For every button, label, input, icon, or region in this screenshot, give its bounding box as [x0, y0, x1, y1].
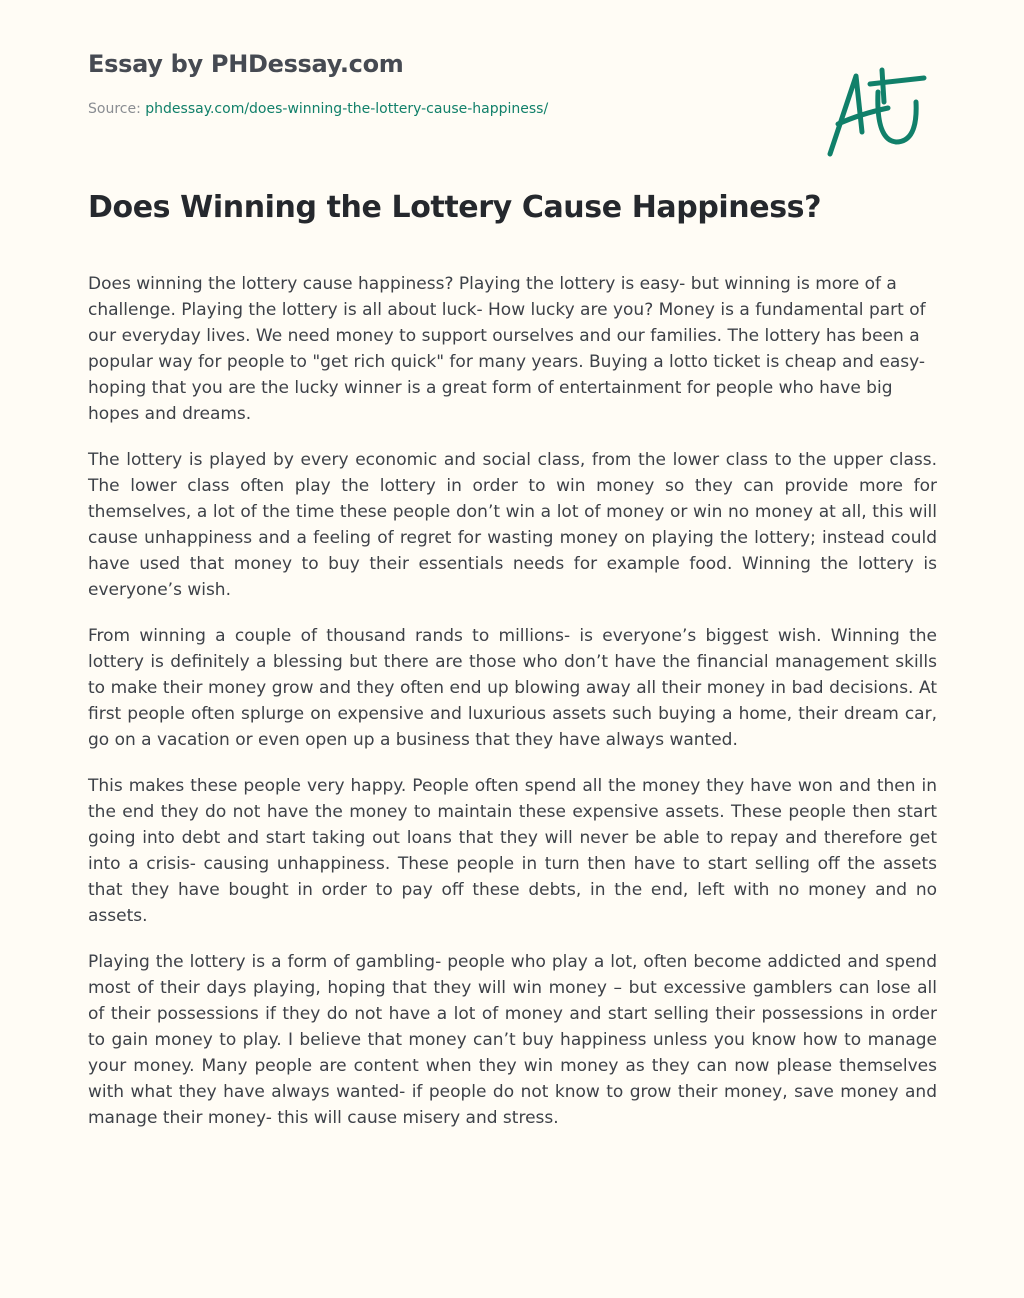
- paragraph: From winning a couple of thousand rands to millions- is everyone’s biggest wish. Winning the lottery is definitely a blessing but there are those who don’t have the financial management skills to make their money grow and they often end up blowing away all their money in bad decisions. At first people often splurge on expensive and luxurious assets such buying a home, their dream car, go on a vacation or even open up a business that they have always wanted.: [88, 626, 937, 750]
- a-plus-logo-icon: [820, 62, 930, 162]
- site-brand: Essay by PHDessay.com: [88, 50, 404, 78]
- essay-title: Does Winning the Lottery Cause Happiness?: [88, 190, 822, 225]
- source-link[interactable]: phdessay.com/does-winning-the-lottery-cause-happiness/: [145, 101, 549, 117]
- source-line: [88, 101, 548, 117]
- paragraph: Does winning the lottery cause happiness? Playing the lottery is easy- but winning is more of a challenge. Playing the lottery is all about luck- How lucky are you? Money is a fundamental part of our everyday lives. We need money to support ourselves and our families. The lottery has been a popular way for people to "get rich quick" for many years. Buying a lotto ticket is cheap and easy- hoping that you are the lucky winner is a great form of entertainment for people who have big hopes and dreams.: [88, 274, 926, 424]
- essay-body: [88, 271, 937, 1151]
- source-label: Source:: [88, 101, 146, 117]
- paragraph: This makes these people very happy. People often spend all the money they have won and then in the end they do not have the money to maintain these expensive assets. These people then start going into debt and start taking out loans that they will never be able to repay and therefore get into a crisis- causing unhappiness. These people in turn then have to start selling off the assets that they have bought in order to pay off these debts, in the end, left with no money and no assets.: [88, 776, 937, 926]
- paragraph: The lottery is played by every economic and social class, from the lower class to the upper class. The lower class often play the lottery in order to win money so they can provide more for themselves, a lot of the time these people don’t win a lot of money or win no money at all, this will cause unhappiness and a feeling of regret for wasting money on playing the lottery; instead could have used that money to buy their essentials needs for example food. Winning the lottery is everyone’s wish.: [88, 450, 937, 600]
- paragraph: Playing the lottery is a form of gambling- people who play a lot, often become addicted and spend most of their days playing, hoping that they will win money – but excessive gamblers can lose all of their possessions if they do not have a lot of money and start selling their possessions in order to gain money to play. I believe that money can’t buy happiness unless you know how to manage your money. Many people are content when they win money as they can now please themselves with what they have always wanted- if people do not know to grow their money, save money and manage their money- this will cause misery and stress.: [88, 952, 937, 1128]
